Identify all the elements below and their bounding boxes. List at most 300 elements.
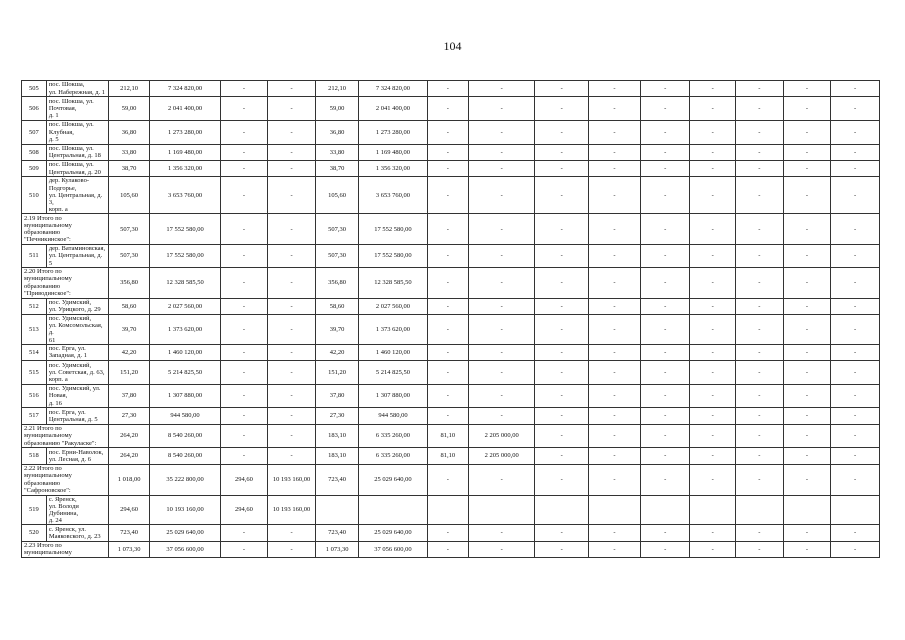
row-number: 509	[22, 160, 47, 176]
address-cell	[46, 81, 108, 97]
value-cell: 2 041 400,00	[359, 97, 427, 121]
value-cell: 38,70	[315, 160, 358, 176]
value-cell: -	[640, 408, 690, 424]
value-cell: -	[736, 97, 784, 121]
row-number: 510	[22, 177, 47, 214]
value-cell: -	[427, 384, 468, 408]
value-cell: 183,10	[315, 424, 358, 448]
value-cell: -	[589, 525, 641, 541]
address-line: д. 1	[48, 112, 59, 120]
value-cell: 81,10	[427, 448, 468, 464]
value-cell: -	[736, 160, 784, 176]
table-row	[22, 495, 880, 525]
value-cell: -	[736, 314, 784, 344]
subtotal-title-line: муниципальному	[24, 275, 72, 283]
row-number: 505	[22, 81, 47, 97]
address-cell	[46, 144, 108, 160]
address-line: Маяковского, д. 23	[48, 533, 101, 541]
value-cell: -	[535, 424, 589, 448]
value-cell: -	[535, 525, 589, 541]
value-cell: -	[589, 344, 641, 360]
subtotal-title	[22, 424, 109, 448]
value-cell: -	[469, 120, 535, 144]
value-cell: -	[268, 267, 316, 298]
value-cell: -	[220, 541, 268, 557]
value-cell: -	[589, 97, 641, 121]
value-cell: -	[736, 177, 784, 214]
value-cell: -	[831, 81, 880, 97]
value-cell: -	[783, 541, 831, 557]
value-cell: -	[427, 298, 468, 314]
value-cell: -	[268, 81, 316, 97]
address-line: Западная, д. 1	[48, 352, 87, 360]
value-cell: -	[690, 97, 736, 121]
value-cell: -	[589, 408, 641, 424]
value-cell	[427, 495, 468, 525]
value-cell: -	[427, 267, 468, 298]
value-cell: -	[736, 464, 784, 495]
subtotal-title	[22, 267, 109, 298]
value-cell: 42,20	[108, 344, 149, 360]
value-cell	[315, 495, 358, 525]
value-cell: -	[831, 361, 880, 385]
value-cell: 5 214 825,50	[359, 361, 427, 385]
value-cell: -	[831, 298, 880, 314]
value-cell: -	[589, 464, 641, 495]
value-cell: -	[831, 177, 880, 214]
value-cell: -	[640, 541, 690, 557]
value-cell: 10 193 160,00	[150, 495, 220, 525]
table-row	[22, 525, 880, 541]
value-cell: -	[427, 361, 468, 385]
value-cell: 212,10	[108, 81, 149, 97]
value-cell: -	[640, 144, 690, 160]
value-cell: 7 324 820,00	[359, 81, 427, 97]
address-cell	[46, 361, 108, 385]
value-cell: -	[469, 97, 535, 121]
address-cell	[46, 384, 108, 408]
value-cell: -	[736, 298, 784, 314]
value-cell: -	[427, 160, 468, 176]
value-cell: 1 169 480,00	[359, 144, 427, 160]
value-cell: 25 029 640,00	[359, 525, 427, 541]
address-cell	[46, 408, 108, 424]
value-cell: -	[268, 160, 316, 176]
address-cell	[46, 525, 108, 541]
value-cell: -	[783, 344, 831, 360]
value-cell: 1 373 620,00	[150, 314, 220, 344]
value-cell: -	[535, 97, 589, 121]
value-cell: -	[427, 525, 468, 541]
table-row	[22, 448, 880, 464]
value-cell	[831, 495, 880, 525]
value-cell: -	[690, 525, 736, 541]
value-cell: -	[220, 214, 268, 245]
value-cell: -	[589, 541, 641, 557]
value-cell: -	[535, 144, 589, 160]
value-cell: 36,80	[108, 120, 149, 144]
address-line: пос. Ерга, ул.	[48, 345, 86, 353]
address-line: Почтовая,	[48, 105, 77, 113]
value-cell: 507,30	[108, 214, 149, 245]
value-cell: 1 273 280,00	[150, 120, 220, 144]
value-cell: -	[535, 298, 589, 314]
value-cell: 12 328 585,50	[359, 267, 427, 298]
value-cell: 1 373 620,00	[359, 314, 427, 344]
value-cell: -	[268, 525, 316, 541]
value-cell: 39,70	[108, 314, 149, 344]
value-cell: -	[268, 384, 316, 408]
value-cell: -	[535, 361, 589, 385]
value-cell: -	[640, 384, 690, 408]
address-line: пос. Шокша, ул.	[48, 97, 94, 105]
address-line: ул. Набережная, д. 1	[48, 88, 106, 96]
subtotal-title-line: образованию "Ракуласке":	[24, 439, 97, 447]
value-cell: -	[831, 97, 880, 121]
value-cell: -	[220, 408, 268, 424]
value-cell: -	[469, 344, 535, 360]
value-cell: 1 073,30	[315, 541, 358, 557]
value-cell: 37,80	[315, 384, 358, 408]
row-number: 507	[22, 120, 47, 144]
value-cell: -	[831, 384, 880, 408]
address-cell	[46, 298, 108, 314]
address-line: корп. а	[48, 376, 68, 384]
subtotal-row	[22, 424, 880, 448]
value-cell: -	[783, 361, 831, 385]
value-cell: -	[469, 267, 535, 298]
value-cell: 25 029 640,00	[150, 525, 220, 541]
subtotal-title	[22, 214, 109, 245]
value-cell: -	[589, 448, 641, 464]
row-number: 513	[22, 314, 47, 344]
subtotal-title-line: 2.22 Итого по	[24, 465, 62, 473]
value-cell: -	[589, 298, 641, 314]
value-cell: 3 653 760,00	[359, 177, 427, 214]
value-cell: -	[831, 464, 880, 495]
subtotal-title-line: 2.20 Итого по	[24, 268, 62, 276]
value-cell: 264,20	[108, 448, 149, 464]
value-cell: 264,20	[108, 424, 149, 448]
value-cell: 356,80	[315, 267, 358, 298]
address-line: Подгорье,	[48, 184, 77, 192]
value-cell: -	[690, 464, 736, 495]
value-cell: -	[268, 245, 316, 268]
value-cell: -	[427, 120, 468, 144]
value-cell: 37 056 600,00	[359, 541, 427, 557]
value-cell: 2 205 000,00	[469, 448, 535, 464]
value-cell: 2 027 560,00	[359, 298, 427, 314]
value-cell: -	[469, 81, 535, 97]
table-row	[22, 97, 880, 121]
value-cell: 17 552 580,00	[150, 245, 220, 268]
value-cell: 10 193 160,00	[268, 495, 316, 525]
value-cell: -	[268, 214, 316, 245]
address-cell	[46, 495, 108, 525]
value-cell: -	[783, 525, 831, 541]
value-cell	[535, 495, 589, 525]
row-number: 508	[22, 144, 47, 160]
address-line: д. 5	[48, 135, 59, 143]
value-cell: 33,80	[315, 144, 358, 160]
value-cell: 1 169 480,00	[150, 144, 220, 160]
value-cell: -	[469, 384, 535, 408]
value-cell: -	[640, 214, 690, 245]
value-cell: -	[783, 448, 831, 464]
value-cell: -	[690, 424, 736, 448]
value-cell: 35 222 800,00	[150, 464, 220, 495]
value-cell: -	[690, 448, 736, 464]
value-cell: -	[220, 144, 268, 160]
value-cell: -	[831, 214, 880, 245]
value-cell	[736, 495, 784, 525]
subtotal-title-line: 2.21 Итого по	[24, 425, 62, 433]
value-cell: -	[220, 177, 268, 214]
value-cell: -	[690, 298, 736, 314]
value-cell	[783, 495, 831, 525]
value-cell: -	[831, 448, 880, 464]
table-row	[22, 361, 880, 385]
value-cell	[690, 495, 736, 525]
subtotal-row	[22, 267, 880, 298]
value-cell: 27,30	[108, 408, 149, 424]
value-cell: -	[783, 160, 831, 176]
value-cell: -	[220, 97, 268, 121]
value-cell: -	[640, 120, 690, 144]
value-cell: 1 073,30	[108, 541, 149, 557]
value-cell: 294,60	[220, 464, 268, 495]
value-cell: -	[783, 97, 831, 121]
value-cell: 1 460 120,00	[359, 344, 427, 360]
value-cell: -	[220, 245, 268, 268]
value-cell: -	[268, 361, 316, 385]
value-cell: -	[831, 344, 880, 360]
subtotal-title-line: 2.23 Итого по	[24, 542, 62, 550]
value-cell: -	[783, 464, 831, 495]
value-cell: -	[589, 214, 641, 245]
subtotal-row	[22, 214, 880, 245]
table-row	[22, 298, 880, 314]
value-cell: -	[736, 384, 784, 408]
address-line: пос. Ерни-Наволок,	[48, 448, 104, 456]
page-number: 104	[443, 39, 462, 53]
value-cell: -	[690, 314, 736, 344]
value-cell: -	[783, 245, 831, 268]
value-cell: -	[268, 144, 316, 160]
value-cell: -	[831, 424, 880, 448]
value-cell: 1 356 320,00	[150, 160, 220, 176]
value-cell: -	[469, 525, 535, 541]
value-cell: 59,00	[315, 97, 358, 121]
value-cell: 10 193 160,00	[268, 464, 316, 495]
value-cell: -	[268, 344, 316, 360]
value-cell: -	[690, 344, 736, 360]
value-cell: -	[690, 384, 736, 408]
value-cell: -	[535, 541, 589, 557]
value-cell: -	[831, 408, 880, 424]
value-cell: 105,60	[315, 177, 358, 214]
value-cell: -	[783, 267, 831, 298]
value-cell: -	[268, 424, 316, 448]
value-cell: 42,20	[315, 344, 358, 360]
value-cell: -	[535, 267, 589, 298]
value-cell: -	[736, 525, 784, 541]
value-cell: -	[589, 361, 641, 385]
value-cell: -	[690, 120, 736, 144]
value-cell: -	[469, 177, 535, 214]
value-cell: -	[535, 408, 589, 424]
value-cell: -	[220, 525, 268, 541]
value-cell: -	[589, 267, 641, 298]
value-cell: 944 580,00	[150, 408, 220, 424]
address-line: пос. Шокша,	[48, 81, 85, 89]
value-cell: -	[268, 541, 316, 557]
value-cell: -	[427, 541, 468, 557]
address-cell	[46, 177, 108, 214]
value-cell: -	[640, 314, 690, 344]
address-line: пос. Удимский,	[48, 361, 92, 369]
subtotal-title-line: муниципальному	[24, 222, 72, 230]
table-body	[22, 81, 880, 558]
value-cell: 1 460 120,00	[150, 344, 220, 360]
address-line: с. Яренск,	[48, 495, 77, 503]
value-cell: -	[535, 344, 589, 360]
subtotal-title	[22, 541, 109, 557]
value-cell	[359, 495, 427, 525]
value-cell: 39,70	[315, 314, 358, 344]
value-cell: -	[220, 314, 268, 344]
value-cell: 37 056 600,00	[150, 541, 220, 557]
value-cell: -	[427, 97, 468, 121]
address-line: ул. Лесная, д. 6	[48, 456, 91, 464]
value-cell: 1 307 880,00	[359, 384, 427, 408]
address-line: 61	[48, 336, 56, 344]
value-cell: -	[690, 361, 736, 385]
subtotal-title-line: "Печникинское":	[24, 236, 71, 244]
value-cell: -	[220, 267, 268, 298]
value-cell: -	[783, 177, 831, 214]
value-cell: -	[427, 144, 468, 160]
address-line: Клубная,	[48, 128, 74, 136]
value-cell: 38,70	[108, 160, 149, 176]
value-cell: -	[427, 344, 468, 360]
value-cell: 2 041 400,00	[150, 97, 220, 121]
address-cell	[46, 314, 108, 344]
value-cell: -	[640, 298, 690, 314]
value-cell: -	[640, 344, 690, 360]
value-cell: -	[220, 160, 268, 176]
value-cell: 356,80	[108, 267, 149, 298]
subtotal-row	[22, 464, 880, 495]
value-cell: -	[268, 314, 316, 344]
value-cell: -	[640, 448, 690, 464]
table-row	[22, 344, 880, 360]
value-cell: -	[783, 214, 831, 245]
value-cell: 5 214 825,50	[150, 361, 220, 385]
value-cell: -	[268, 298, 316, 314]
value-cell: -	[690, 267, 736, 298]
value-cell: 151,20	[315, 361, 358, 385]
value-cell: -	[736, 408, 784, 424]
address-line: дер. Ватаминовская,	[48, 245, 106, 253]
value-cell: 723,40	[315, 464, 358, 495]
value-cell: 81,10	[427, 424, 468, 448]
value-cell: -	[783, 424, 831, 448]
row-number: 516	[22, 384, 47, 408]
value-cell: -	[220, 361, 268, 385]
value-cell: -	[535, 245, 589, 268]
value-cell: -	[220, 448, 268, 464]
value-cell: -	[831, 314, 880, 344]
value-cell: -	[427, 214, 468, 245]
value-cell: -	[640, 97, 690, 121]
value-cell: 17 552 580,00	[359, 245, 427, 268]
value-cell: -	[535, 214, 589, 245]
value-cell: -	[535, 464, 589, 495]
register-table	[21, 80, 880, 558]
value-cell: -	[690, 177, 736, 214]
value-cell: -	[736, 81, 784, 97]
value-cell: -	[640, 81, 690, 97]
subtotal-title-line: муниципальному	[24, 472, 72, 480]
value-cell: -	[469, 361, 535, 385]
address-line: д. 24	[48, 517, 62, 525]
address-line: ул. Центральная, д. 5	[48, 252, 103, 267]
value-cell: -	[831, 525, 880, 541]
value-cell: -	[831, 120, 880, 144]
value-cell: -	[783, 314, 831, 344]
address-cell	[46, 344, 108, 360]
row-number: 518	[22, 448, 47, 464]
value-cell: -	[535, 81, 589, 97]
address-cell	[46, 245, 108, 268]
table-row	[22, 177, 880, 214]
value-cell: 6 335 260,00	[359, 448, 427, 464]
value-cell: -	[690, 408, 736, 424]
value-cell: -	[589, 314, 641, 344]
subtotal-title-line: муниципальному	[24, 432, 72, 440]
value-cell: -	[589, 177, 641, 214]
value-cell: -	[220, 81, 268, 97]
subtotal-title-line: "Сафроновское":	[24, 486, 71, 494]
value-cell: -	[268, 97, 316, 121]
value-cell: -	[427, 314, 468, 344]
value-cell: -	[220, 384, 268, 408]
address-cell	[46, 120, 108, 144]
value-cell: -	[427, 464, 468, 495]
subtotal-title-line: образованию	[24, 229, 61, 237]
value-cell: 8 540 260,00	[150, 448, 220, 464]
address-line: пос. Шокша, ул.	[48, 161, 94, 169]
value-cell	[589, 495, 641, 525]
row-number: 517	[22, 408, 47, 424]
value-cell: -	[268, 408, 316, 424]
value-cell: 36,80	[315, 120, 358, 144]
value-cell: -	[469, 408, 535, 424]
value-cell: 507,30	[108, 245, 149, 268]
value-cell: -	[589, 81, 641, 97]
subtotal-title-line: 2.19 Итого по	[24, 214, 62, 222]
value-cell: -	[831, 144, 880, 160]
value-cell: 7 324 820,00	[150, 81, 220, 97]
value-cell: -	[783, 81, 831, 97]
value-cell: -	[783, 298, 831, 314]
address-line: ул. Советская, д. 63,	[48, 368, 105, 376]
value-cell: -	[783, 384, 831, 408]
value-cell: 507,30	[315, 214, 358, 245]
value-cell	[640, 495, 690, 525]
address-line: Центральная, д. 20	[48, 168, 101, 176]
